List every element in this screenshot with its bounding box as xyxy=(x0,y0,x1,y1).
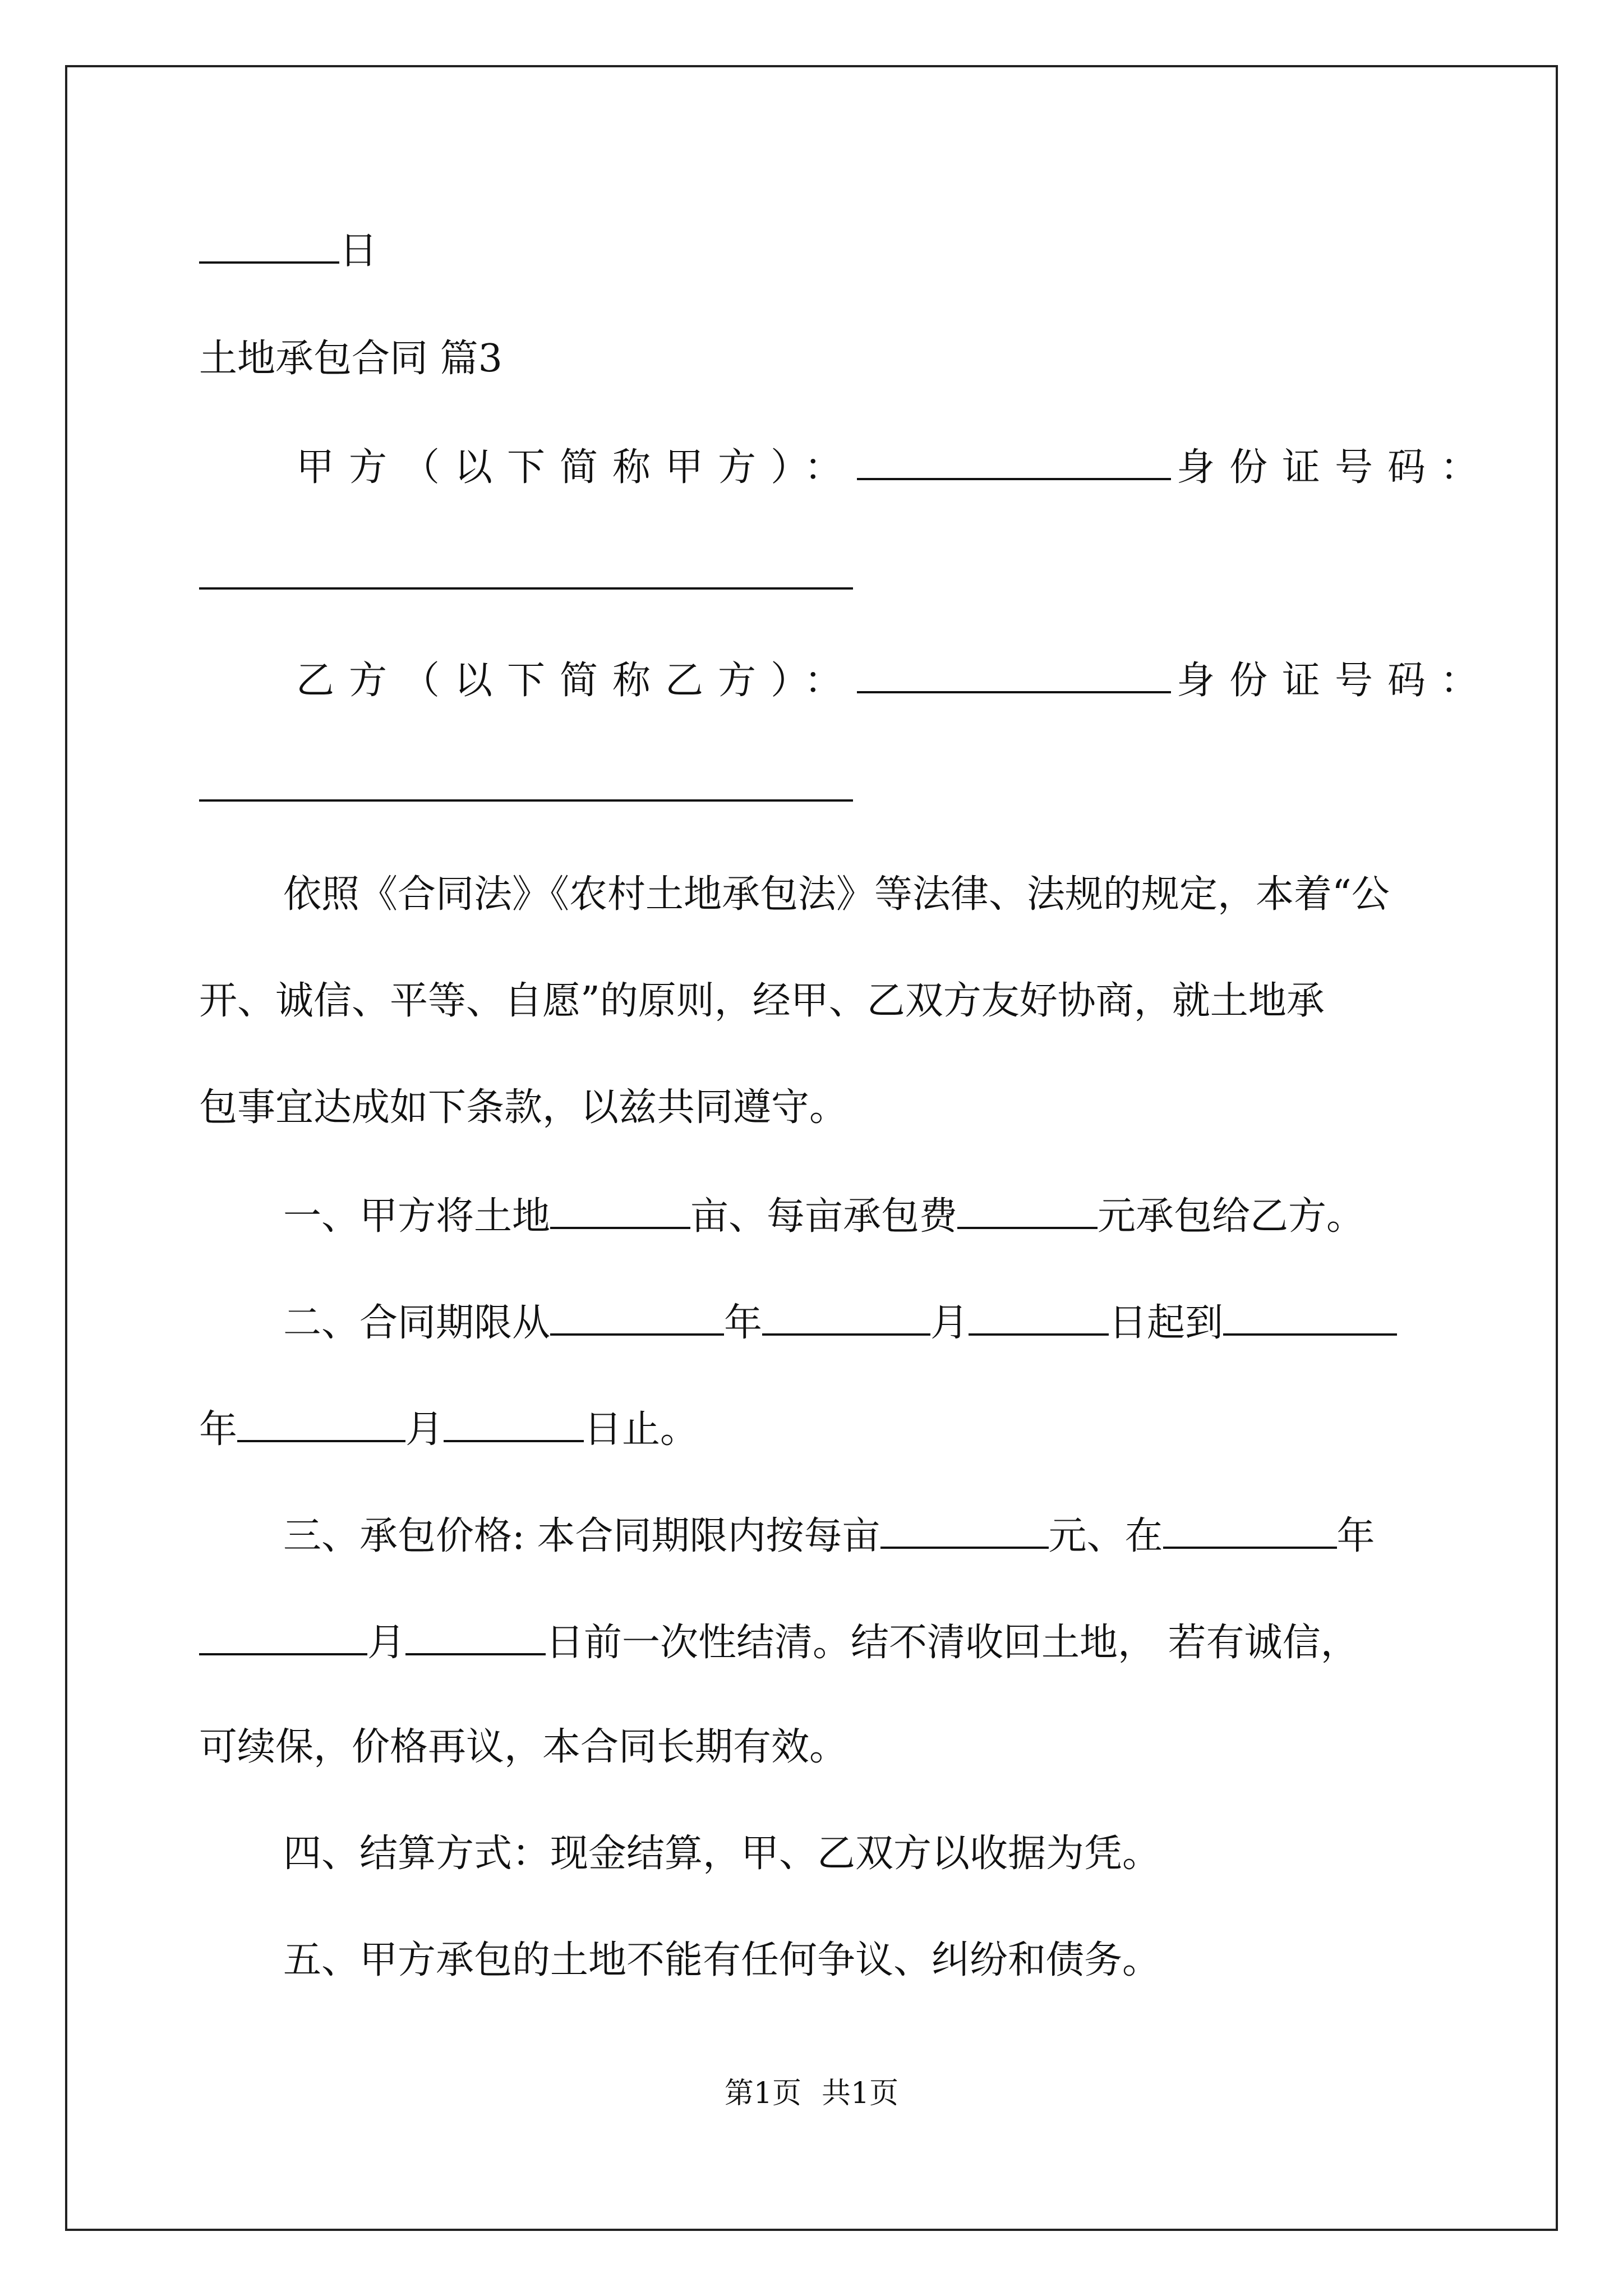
clause-2-day-from-label: 日起到 xyxy=(1109,1301,1224,1345)
clause-3-line-2 xyxy=(199,1618,1433,1665)
clause-3-text-a: 三、承包价格: 本合同期限内按每亩 xyxy=(283,1514,880,1558)
clause-3-line-1 xyxy=(283,1512,1517,1559)
page-border xyxy=(65,65,1558,2231)
start-day-blank xyxy=(969,1299,1109,1336)
party-b-label: 乙方（以下简称乙方）： xyxy=(296,659,857,703)
end-month-blank xyxy=(237,1405,405,1442)
party-a-name-blank xyxy=(857,443,1171,480)
start-year-blank xyxy=(550,1299,724,1336)
price-per-mu-blank xyxy=(880,1512,1049,1549)
intro-line-3: 包事宜达成如下条款，以兹共同遵守。 xyxy=(199,1085,848,1130)
page-total: 共1页 xyxy=(822,2077,899,2110)
party-a-id-label: 身份证号码： xyxy=(1177,445,1493,490)
clause-5: 五、甲方承包的土地不能有任何争议、纠纷和债务。 xyxy=(283,1938,1161,1982)
party-a-id-blank xyxy=(199,587,853,590)
clause-2-end-month-label: 月 xyxy=(405,1407,444,1452)
date-suffix: 日 xyxy=(339,229,378,273)
clause-1 xyxy=(283,1192,1517,1239)
party-b-name-blank xyxy=(857,656,1171,693)
end-year-blank xyxy=(1223,1299,1397,1336)
clause-3-month-label: 月 xyxy=(367,1621,406,1665)
page-footer xyxy=(0,2077,1623,2110)
clause-4: 四、结算方式：现金结算，甲、乙双方以收据为凭。 xyxy=(283,1832,1161,1876)
clause-2-day-end-label: 日止。 xyxy=(584,1407,699,1452)
clause-3-rest: 日前一次性结清。结不清收回土地， 若有诚信， xyxy=(546,1621,1359,1665)
pay-day-blank xyxy=(405,1618,546,1655)
party-b-id-label: 身份证号码： xyxy=(1177,659,1493,703)
start-month-blank xyxy=(762,1299,930,1336)
intro-line-2: 开、诚信、平等、自愿”的原则，经甲、乙双方友好协商，就土地承 xyxy=(199,979,1325,1023)
clause-1-text-b: 亩、每亩承包费 xyxy=(690,1194,958,1239)
land-area-blank xyxy=(550,1192,690,1229)
party-a-label: 甲方（以下简称甲方）： xyxy=(296,445,857,490)
clause-2-text-a: 二、合同期限从 xyxy=(283,1301,551,1345)
clause-2-month-label: 月 xyxy=(930,1301,969,1345)
party-b-line xyxy=(296,656,1530,703)
clause-1-text-a: 一、甲方将土地 xyxy=(283,1194,551,1239)
clause-2-year-label: 年 xyxy=(724,1301,763,1345)
fee-per-mu-blank xyxy=(957,1192,1098,1229)
party-a-line xyxy=(296,443,1530,490)
date-line xyxy=(199,227,1433,274)
clause-2-line-1 xyxy=(283,1299,1517,1346)
date-blank xyxy=(199,227,339,264)
page-number: 第1页 xyxy=(724,2077,801,2110)
end-day-blank xyxy=(444,1405,584,1442)
clause-3-line-3: 可续保，价格再议，本合同长期有效。 xyxy=(199,1725,848,1769)
pay-year-blank xyxy=(1163,1512,1337,1549)
section-title: 土地承包合同 篇3 xyxy=(199,337,502,381)
clause-3-yuan-at: 元、在 xyxy=(1048,1514,1163,1558)
pay-month-blank xyxy=(199,1618,367,1655)
clause-1-text-c: 元承包给乙方。 xyxy=(1098,1194,1365,1239)
intro-line-1: 依照《合同法》《农村土地承包法》等法律、法规的规定，本着“公 xyxy=(283,872,1390,917)
clause-2-end-year-label: 年 xyxy=(199,1407,238,1452)
clause-3-year-label: 年 xyxy=(1336,1514,1375,1558)
clause-2-line-2 xyxy=(199,1405,1433,1452)
party-b-id-blank xyxy=(199,799,853,802)
